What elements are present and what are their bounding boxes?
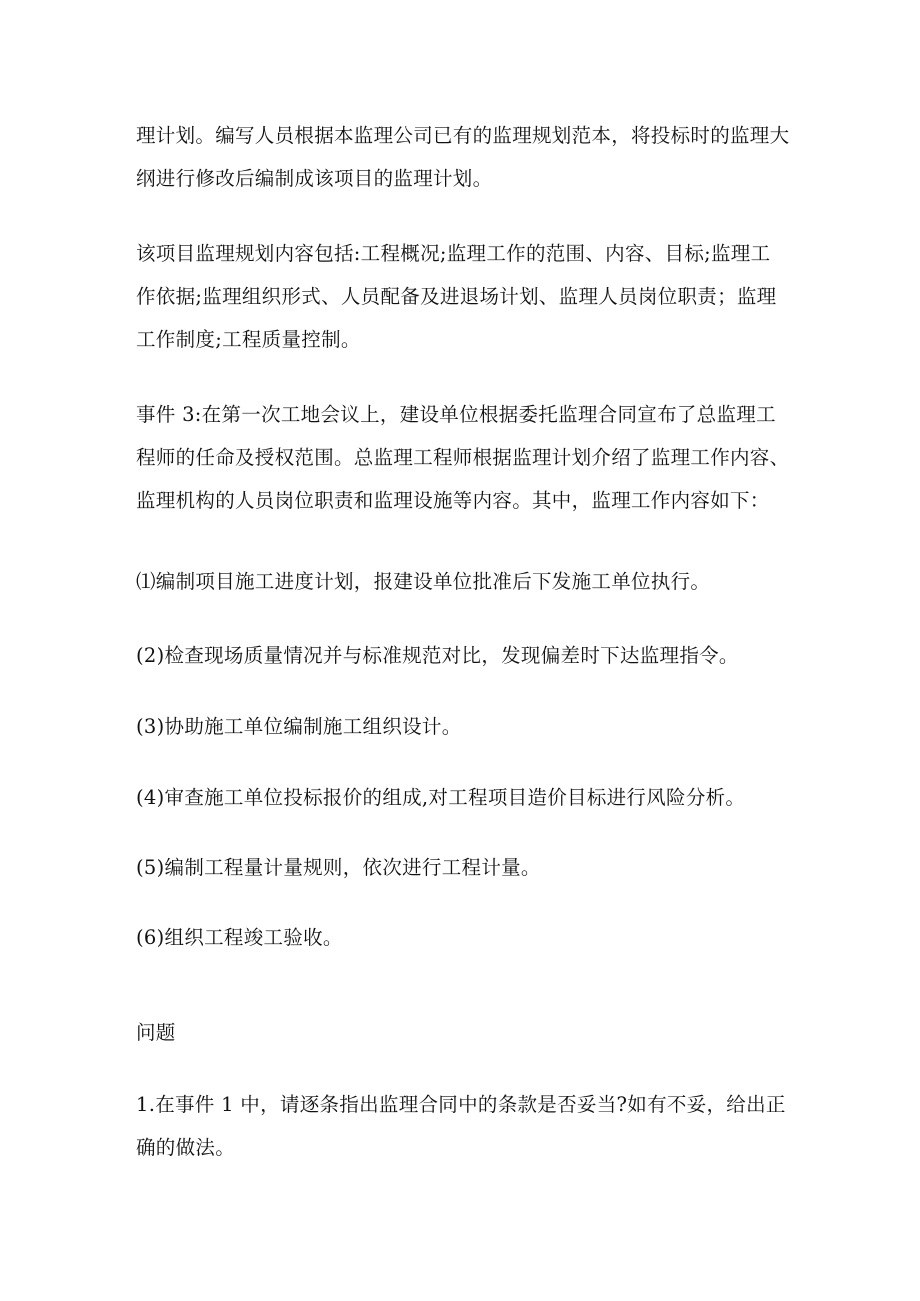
- text-line: 纲进行修改后编制成该项目的监理计划。: [136, 167, 493, 190]
- text-line: (4)审查施工单位投标报价的组成,对工程项目造价目标进行风险分析。: [136, 786, 746, 809]
- list-item-2: [136, 634, 796, 677]
- list-item-3: [136, 705, 796, 748]
- list-item-1: [136, 560, 796, 603]
- text-line: (2)检查现场质量情况并与标准规范对比，发现偏差时下达监理指令。: [136, 644, 739, 667]
- text-line: 该项目监理规划内容包括:工程概况;监理工作的范围、内容、目标;监理工: [136, 242, 771, 265]
- list-item-6: [136, 916, 796, 959]
- text-line: 确的做法。: [136, 1136, 236, 1159]
- heading-text: 问题: [136, 1021, 176, 1044]
- section-heading-questions: [136, 1011, 796, 1054]
- list-item-5: [136, 846, 796, 889]
- text-line: 1.在事件 1 中，请逐条指出监理合同中的条款是否妥当?如有不妥，给出正: [136, 1093, 786, 1116]
- text-line: ⑴编制项目施工进度计划，报建设单位批准后下发施工单位执行。: [136, 570, 711, 593]
- list-item-4: [136, 776, 796, 819]
- text-line: 作依据;监理组织形式、人员配备及进退场计划、监理人员岗位职责；监理: [136, 285, 777, 308]
- text-line: 事件 3:在第一次工地会议上，建设单位根据委托监理合同宣布了总监理工: [136, 403, 776, 426]
- text-line: 监理机构的人员岗位职责和监理设施等内容。其中，监理工作内容如下：: [136, 489, 770, 512]
- question-1: [136, 1083, 796, 1169]
- text-line: (6)组织工程竣工验收。: [136, 926, 343, 949]
- paragraph-event-3: [136, 393, 796, 522]
- paragraph-plan-drafting: [136, 114, 796, 200]
- text-line: 程师的任命及授权范围。总监理工程师根据监理计划介绍了监理工作内容、: [136, 446, 790, 469]
- text-line: (5)编制工程量计量规则，依次进行工程计量。: [136, 856, 541, 879]
- paragraph-plan-contents: [136, 232, 796, 361]
- text-line: 工作制度;工程质量控制。: [136, 328, 361, 351]
- text-line: 理计划。编写人员根据本监理公司已有的监理规划范本，将投标时的监理大: [136, 124, 790, 147]
- text-line: (3)协助施工单位编制施工组织设计。: [136, 715, 462, 738]
